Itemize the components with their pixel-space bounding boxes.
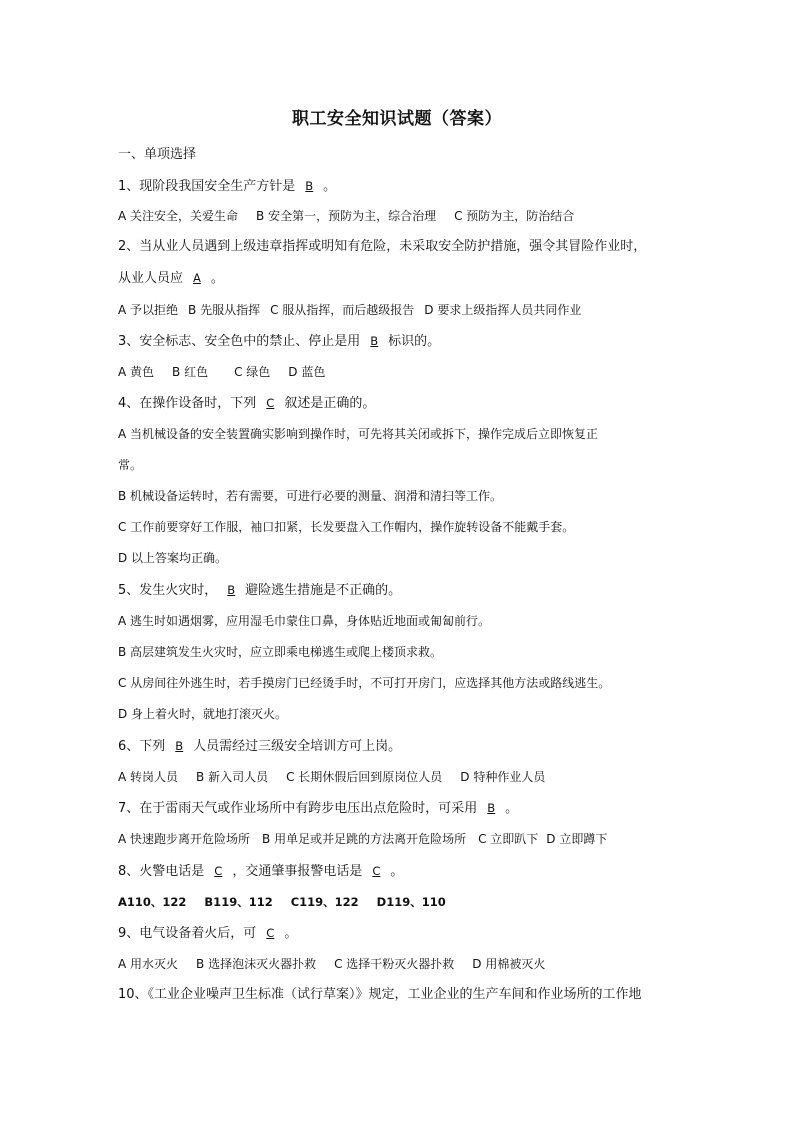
option-b: B 选择泡沫灭火器扑救: [196, 957, 317, 971]
option-b: B119、112: [204, 895, 273, 909]
option-c-line: C 从房间往外逃生时，若手摸房门已经烫手时，不可打开房门，应选择其他方法或路线逃生。: [118, 676, 611, 690]
option-a-line: A 逃生时如遇烟雾，应用湿毛巾蒙住口鼻，身体贴近地面或匍匐前行。: [118, 614, 491, 628]
option-b: B 安全第一，预防为主，综合治理: [256, 209, 437, 223]
option-d: D119、110: [376, 895, 446, 909]
option-b: B 红色: [172, 365, 209, 379]
options-9: [118, 954, 698, 974]
answer-blank: B: [305, 179, 314, 193]
option-d: D 立即蹲下: [546, 832, 608, 846]
page-title: 职工安全知识试题（答案）: [292, 109, 502, 129]
option-b-line: B 机械设备运转时，若有需要，可进行必要的测量、润滑和清扫等工作。: [118, 489, 503, 503]
option-c: C 预防为主，防治结合: [454, 209, 575, 223]
answer-blank-2: C: [372, 864, 381, 878]
option-b: B 先服从指挥: [188, 303, 261, 317]
option-a: A 转岗人员: [118, 770, 179, 784]
question-1: 1、现阶段我国安全生产方针是 B 。: [118, 176, 698, 197]
option-c: C119、122: [290, 895, 359, 909]
question-5: 5、发生火灾时， B 避险逃生措施是不正确的。: [118, 580, 698, 601]
options-8: [118, 892, 698, 912]
option-c: C 绿色: [234, 365, 271, 379]
option-d: D 蓝色: [288, 365, 326, 379]
options-1: [118, 206, 698, 226]
options-7: [118, 829, 698, 849]
option-a: A 快速跑步离开危险场所: [118, 832, 251, 846]
answer-blank: C: [266, 926, 275, 940]
answer-blank: C: [214, 864, 223, 878]
option-a: A 黄色: [118, 365, 155, 379]
option-c: C 选择干粉灭火器扑救: [334, 957, 455, 971]
question-9: 9、电气设备着火后，可 C 。: [118, 923, 698, 944]
option-d: D 要求上级指挥人员共同作业: [424, 303, 582, 317]
option-d-line: D 身上着火时，就地打滚灭火。: [118, 707, 288, 721]
options-2: [118, 300, 698, 320]
option-b: B 新入司人员: [196, 770, 269, 784]
answer-blank: B: [370, 334, 379, 348]
section-heading: 一、单项选择: [118, 147, 197, 162]
option-d: D 特种作业人员: [460, 770, 546, 784]
answer-blank: B: [227, 583, 236, 597]
question-8: 8、火警电话是 C ，交通肇事报警电话是 C 。: [118, 861, 698, 882]
options-6: [118, 767, 698, 787]
question-10: 10、《工业企业噪声卫生标准（试行草案）》规定，工业企业的生产车间和作业场所的工作地: [118, 987, 642, 1002]
option-c-line: C 工作前要穿好工作服，袖口扣紧，长发要盘入工作帽内，操作旋转设备不能戴手套。: [118, 520, 575, 534]
option-a: A 予以拒绝: [118, 303, 179, 317]
answer-blank: A: [193, 271, 201, 285]
option-d-line: D 以上答案均正确。: [118, 551, 228, 565]
question-2: 2、当从业人员遇到上级违章指挥或明知有危险，未采取安全防护措施，强令其冒险作业时，: [118, 239, 647, 254]
option-c: C 长期休假后回到原岗位人员: [286, 770, 443, 784]
option-b: B 用单足或并足跳的方法离开危险场所: [262, 832, 467, 846]
option-a: A110、122: [118, 895, 187, 909]
option-c: C 服从指挥，而后越级报告: [270, 303, 415, 317]
option-d: D 用棉被灭火: [472, 957, 546, 971]
answer-blank: B: [487, 801, 496, 815]
question-3: 3、安全标志、安全色中的禁止、停止是用 B 标识的。: [118, 331, 698, 352]
question-2-cont: 从业人员应 A 。: [118, 268, 698, 289]
option-c: C 立即趴下: [478, 832, 539, 846]
option-b-line: B 高层建筑发生火灾时，应立即乘电梯逃生或爬上楼顶求救。: [118, 645, 443, 659]
options-3: [118, 362, 698, 382]
option-a-line: A 当机械设备的安全装置确实影响到操作时，可先将其关闭或拆下，操作完成后立即恢复正: [118, 427, 599, 441]
question-4: 4、在操作设备时，下列 C 叙述是正确的。: [118, 393, 698, 414]
question-6: 6、下列 B 人员需经过三级安全培训方可上岗。: [118, 736, 698, 757]
question-7: 7、在于雷雨天气或作业场所中有跨步电压出点危险时，可采用 B 。: [118, 798, 698, 819]
option-a: A 关注安全，关爱生命: [118, 209, 239, 223]
option-a: A 用水灭火: [118, 957, 179, 971]
option-a-line-cont: 常。: [118, 458, 143, 472]
answer-blank: C: [266, 396, 275, 410]
answer-blank: B: [175, 739, 184, 753]
